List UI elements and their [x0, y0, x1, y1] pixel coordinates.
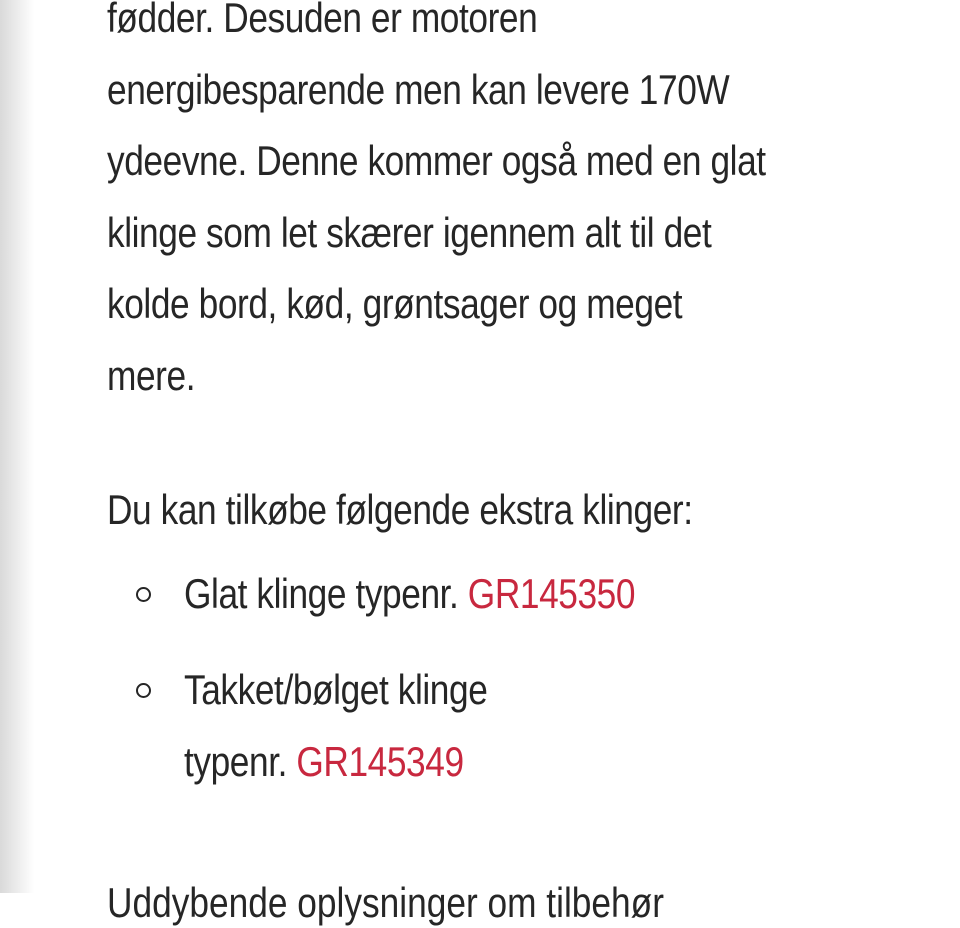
hollow-circle-bullet-icon	[136, 587, 151, 602]
extra-blades-intro	[107, 474, 907, 546]
list-item-text	[184, 558, 635, 630]
text-line-6: mere.	[107, 351, 196, 399]
text-line	[184, 558, 907, 630]
cut-off-next-paragraph	[107, 878, 770, 928]
text-line	[107, 0, 907, 54]
smooth-blade-label: Glat klinge typenr.	[184, 569, 468, 617]
text-line-2: energibesparende men kan levere 170W	[107, 65, 730, 113]
text-line-1: fødder. Desuden er motoren	[107, 0, 538, 41]
text-line	[107, 340, 907, 412]
text-line-5: kolde bord, kød, grøntsager og meget	[107, 280, 683, 327]
list-item-smooth-blade	[107, 558, 907, 630]
text-line	[184, 654, 907, 726]
text-line-4: klinge som let skærer igennem alt til det	[107, 208, 712, 256]
text-line	[184, 726, 907, 798]
serrated-blade-typenr-label: typenr.	[184, 737, 297, 785]
smooth-blade-type-number-link[interactable]: GR145350	[467, 569, 636, 617]
text-line	[107, 125, 907, 197]
serrated-blade-type-number-link[interactable]: GR145349	[296, 737, 464, 785]
extra-blades-intro-text: Du kan tilkøbe følgende ekstra klinger:	[107, 486, 693, 533]
extra-blades-list	[107, 558, 907, 798]
text-line	[107, 197, 907, 269]
list-item-serrated-blade	[107, 654, 907, 797]
text-line	[107, 54, 907, 126]
cut-off-text: Uddybende oplysninger om tilbehør	[107, 879, 664, 926]
product-description-paragraph	[107, 0, 907, 411]
article-content	[107, 0, 907, 822]
text-line	[107, 474, 907, 546]
hollow-circle-bullet-icon	[136, 683, 151, 698]
serrated-blade-label: Takket/bølget klinge	[184, 666, 488, 713]
left-edge-shadow	[0, 0, 34, 893]
list-item-text	[184, 726, 464, 798]
text-line	[107, 268, 907, 340]
text-line-3: ydeevne. Denne kommer også med en glat	[107, 137, 766, 184]
